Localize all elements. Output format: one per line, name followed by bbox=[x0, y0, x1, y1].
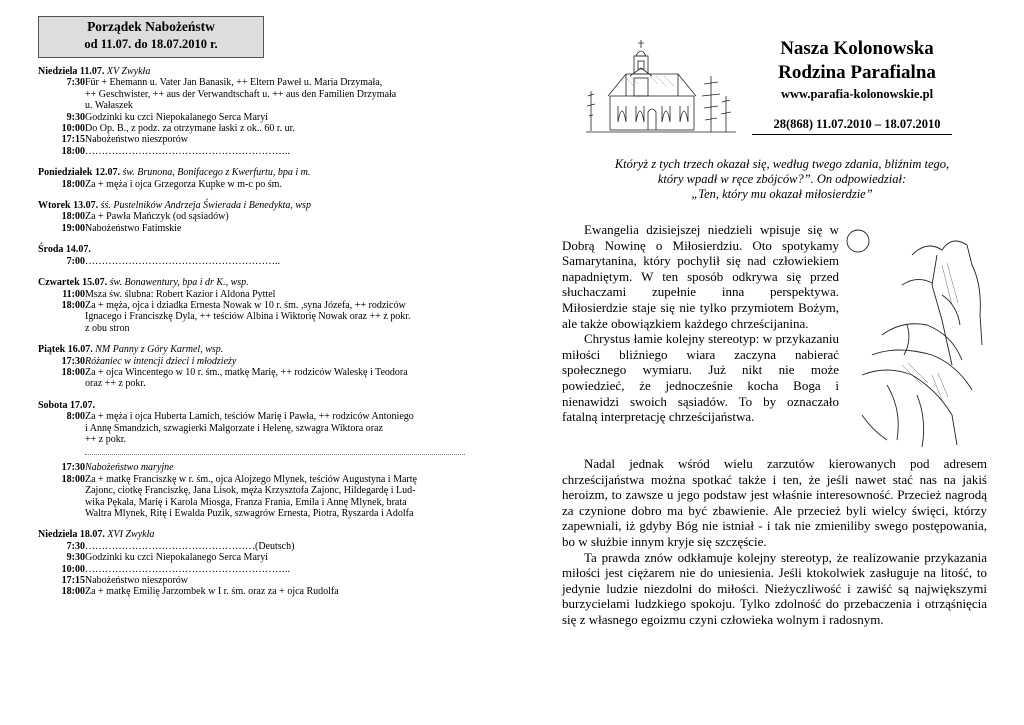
schedule-day-name: Środa 14.07. bbox=[38, 244, 91, 256]
schedule-intention: ++ z pokr. bbox=[85, 433, 126, 445]
schedule-time bbox=[38, 378, 85, 389]
schedule-day-name: Poniedziałek 12.07. bbox=[38, 167, 123, 179]
schedule-intention: ++ Geschwister, ++ aus der Verwandtschaft u. ++ aus den Familien Drzymała bbox=[85, 88, 397, 100]
schedule-title-box bbox=[38, 16, 264, 58]
schedule-time: 9:30 bbox=[66, 552, 85, 564]
schedule-time: 17:30 bbox=[61, 462, 85, 474]
schedule-intention: …………………………………………………….. bbox=[85, 563, 290, 575]
schedule-intention: oraz ++ z pokr. bbox=[85, 378, 146, 390]
schedule-intention: Ignacego i Franciszkę Dyla, ++ teściów Albina i Wiktorię Nowak oraz ++ z pokr. bbox=[85, 311, 411, 323]
schedule-row bbox=[38, 134, 485, 145]
article-column bbox=[562, 222, 839, 425]
schedule-row bbox=[38, 112, 485, 123]
schedule-row bbox=[38, 146, 485, 157]
schedule-intention: Do Op. B., z podz. za otrzymane łaski z ok.. 60 r. ur. bbox=[85, 123, 295, 135]
quote-line2: który wpadł w ręce zbójców?”. On odpowiedział: bbox=[657, 172, 907, 186]
schedule-intention: Za + matkę Emilię Jarzombek w I r. śm. oraz za + ojca Rudolfa bbox=[85, 586, 339, 598]
schedule-row bbox=[38, 462, 485, 473]
schedule-intention: Für + Ehemann u. Vater Jan Banasik, ++ Eltern Paweł u. Maria Drzymała, bbox=[85, 77, 383, 89]
schedule-intention: Za + matkę Franciszkę w r. śm., ojca Alojzego Mlynek, teściów Augustyna i Martę bbox=[85, 473, 417, 485]
schedule-day-heading bbox=[38, 400, 485, 411]
schedule-intention: wika Pękala, Marię i Karola Miosga, Franza Frania, Emila i Annę Mlynek, brata bbox=[85, 496, 407, 508]
schedule-intention: u. Wałaszek bbox=[85, 100, 133, 112]
article-paragraph-3: Nadal jednak wśród wielu zarzutów kierowanych pod adresem chrześcijaństwa można spotkać także i ten, że jeśli nawet stać nas na jakiś heroizm, to zawsze u jego podstaw jest właśnie interesowność. Przecież nagrodą za czynione dobro ma być zbawienie. Ale przecież byli wielcy święci, którzy zapewniali, iż gdyby Bóg nie istniał - i tak nie zmieniliby swego postępowania, bo w służbie innym kryje się szczęście. bbox=[562, 456, 987, 549]
schedule-intention: z obu stron bbox=[85, 322, 130, 334]
schedule-time: 11:00 bbox=[62, 288, 85, 300]
schedule-row bbox=[38, 311, 485, 322]
parish-website[interactable]: www.parafia-kolonowskie.pl bbox=[780, 87, 934, 101]
schedule-time: 10:00 bbox=[61, 563, 85, 575]
schedule-intention: Godzinki ku czci Niepokalanego Serca Maryi bbox=[85, 552, 268, 564]
schedule-row bbox=[38, 575, 485, 586]
parish-title bbox=[752, 37, 962, 85]
article-paragraph-1: Ewangelia dzisiejszej niedzieli wpisuje się w Dobrą Nowinę o Miłosierdziu. Oto spotykamy Samarytanina, który pochylił się nad człowiekiem napadniętym. W ten sposób odkrywa się przed słuchaczami zupełnie inna perspektywa. Miłosierdzie staje się nie tylko przymiotem Bożym, ale także obowiązkiem każdego chrześcijanina. bbox=[562, 222, 839, 331]
schedule-day-saint: XVI Zwykła bbox=[107, 529, 155, 541]
parish-title-line2: Rodzina Parafialna bbox=[778, 62, 936, 83]
schedule-time: 18:00 bbox=[61, 366, 85, 378]
schedule-intention: Godzinki ku czci Niepokalanego Serca Maryi bbox=[85, 111, 268, 123]
schedule-day-saint: św. Brunona, Bonifacego z Kwerfurtu, bpa i m. bbox=[122, 167, 311, 179]
schedule-time: 8:00 bbox=[66, 411, 85, 423]
schedule-date-range: od 11.07. do 18.07.2010 r. bbox=[84, 37, 218, 51]
schedule-row bbox=[38, 552, 485, 563]
issue-number: 28(868) 11.07.2010 – 18.07.2010 bbox=[773, 117, 941, 131]
schedule-row bbox=[38, 367, 485, 378]
church-illustration bbox=[586, 36, 736, 136]
schedule-intention: Różaniec w intencji dzieci i młodzieży bbox=[85, 355, 237, 367]
schedule-intention: ……………………………………………(Deutsch) bbox=[85, 540, 295, 552]
schedule-day-name: Niedziela 18.07. bbox=[38, 529, 108, 541]
schedule-row bbox=[38, 300, 485, 311]
schedule-intention: Za + męża i ojca Huberta Lamich, teściów Marię i Pawła, ++ rodziców Antoniego bbox=[85, 411, 414, 423]
schedule-row bbox=[38, 179, 485, 190]
schedule-row bbox=[38, 77, 485, 88]
schedule-intention: Zajonc, ciotkę Franciszkę, Jana Lisok, męża Krzysztofa Zajonc, Hildegardę i Lud- bbox=[85, 485, 416, 497]
parish-title-line1: Nasza Kolonowska bbox=[780, 38, 934, 59]
schedule-row bbox=[38, 411, 485, 422]
schedule-time: 18:00 bbox=[61, 145, 85, 157]
schedule-intention: Nabożeństwo nieszporów bbox=[85, 134, 189, 146]
schedule-row bbox=[38, 497, 485, 508]
schedule-time bbox=[38, 423, 85, 434]
schedule-day-heading bbox=[38, 66, 485, 77]
schedule-row bbox=[38, 586, 485, 597]
schedule-time bbox=[38, 311, 85, 322]
schedule-row bbox=[38, 100, 485, 111]
schedule-day-heading bbox=[38, 277, 485, 288]
schedule-title: Porządek Nabożeństw bbox=[87, 19, 215, 34]
schedule-day-saint: XV Zwykła bbox=[106, 66, 151, 77]
schedule-intention: Waltra Mlynek, Ritę i Ewalda Puzik, szwagrów Ernesta, Piotra, Ryszarda i Adolfa bbox=[85, 508, 414, 519]
schedule-row bbox=[38, 474, 485, 485]
schedule-time: 18:00 bbox=[61, 211, 85, 223]
schedule-row bbox=[38, 289, 485, 300]
schedule-day-name: Piątek 16.07. bbox=[38, 344, 96, 356]
schedule-intention: ………………………………………………….. bbox=[85, 255, 280, 267]
schedule-time: 17:30 bbox=[61, 355, 85, 367]
schedule-time: 19:00 bbox=[61, 222, 85, 234]
schedule-time bbox=[38, 434, 85, 445]
schedule-day-name: Czwartek 15.07. bbox=[38, 277, 110, 289]
schedule-intention: i Annę Smandzich, szwagierki Małgorzate i Helenę, szwagra Wiktora oraz bbox=[85, 422, 383, 434]
schedule-day-heading bbox=[38, 529, 485, 540]
schedule-row bbox=[38, 211, 485, 222]
quote-line1: Któryż z tych trzech okazał się, według twego zdania, bliźnim tego, bbox=[614, 157, 950, 171]
schedule-intention: Za + męża, ojca i dziadka Ernesta Nowak w 10 r. śm. ,syna Józefa, ++ rodziców bbox=[85, 299, 406, 311]
schedule-time bbox=[38, 508, 85, 519]
schedule-day-saint: św. Bonawentury, bpa i dr K., wsp. bbox=[109, 277, 249, 289]
schedule-time bbox=[38, 485, 85, 496]
schedule-time: 7:30 bbox=[66, 77, 85, 89]
schedule-intention: Nabożeństwo nieszporów bbox=[85, 575, 189, 587]
schedule-row bbox=[38, 356, 485, 367]
schedule-time: 7:30 bbox=[66, 540, 85, 552]
schedule-intention: Za + męża i ojca Grzegorza Kupke w m-c po śm. bbox=[85, 178, 282, 190]
schedule-row bbox=[38, 123, 485, 134]
issue-divider bbox=[752, 134, 952, 135]
schedule-time bbox=[38, 323, 85, 334]
mass-schedule bbox=[38, 66, 485, 598]
schedule-row bbox=[38, 89, 485, 100]
schedule-time: 18:00 bbox=[61, 586, 85, 598]
article-paragraph-4: Ta prawda znów odkłamuje kolejny stereotyp, że realizowanie przykazania miłości jest ciężarem nie do uniesienia. Jeśli ktokolwiek zasługuje na litość, to jedynie ludzie niezdolni do miłości. Nieżyczliwość i zawiść są największymi burzycielami ludzkiego spokoju. Tylko zdolność do przebaczenia i otrząśnięcia się z własnego egoizmu czyni człowieka wolnym i radosnym. bbox=[562, 549, 987, 627]
schedule-day-heading bbox=[38, 167, 485, 178]
schedule-day-name: Wtorek 13.07. bbox=[38, 200, 101, 212]
schedule-row bbox=[38, 485, 485, 496]
schedule-day-heading bbox=[38, 344, 485, 355]
schedule-time bbox=[38, 497, 85, 508]
article-wide bbox=[562, 456, 987, 628]
schedule-row bbox=[38, 423, 485, 434]
schedule-time: 17:15 bbox=[61, 134, 85, 146]
schedule-intention: Nabożeństwo Fatimskie bbox=[85, 222, 182, 234]
schedule-time: 10:00 bbox=[61, 123, 85, 135]
schedule-day-name: Niedziela 11.07. bbox=[38, 66, 107, 77]
schedule-day-name: Sobota 17.07. bbox=[38, 399, 95, 411]
schedule-day-heading bbox=[38, 244, 485, 255]
schedule-time: 18:00 bbox=[61, 473, 85, 485]
schedule-separator bbox=[85, 454, 465, 455]
quote-line3: „Ten, który mu okazał miłosierdzie” bbox=[691, 187, 873, 201]
schedule-row bbox=[38, 434, 485, 445]
schedule-row bbox=[38, 223, 485, 234]
article-paragraph-2: Chrystus łamie kolejny stereotyp: w przykazaniu miłości bliźniego wiara zaczyna nabierać społecznego wymiaru. Już nikt nie może powiedzieć, że jednocześnie kocha Boga i nienawidzi swoich sąsiadów. To by oznaczało fatalną interpretację chrześcijaństwa. bbox=[562, 331, 839, 425]
schedule-row bbox=[38, 541, 485, 552]
schedule-time: 18:00 bbox=[61, 178, 85, 190]
gospel-quote bbox=[572, 157, 992, 202]
schedule-time bbox=[38, 89, 85, 100]
schedule-time bbox=[38, 100, 85, 111]
schedule-intention: Msza św. ślubna: Robert Kazior i Aldona Pyttel bbox=[85, 288, 276, 300]
schedule-time: 7:00 bbox=[66, 255, 85, 267]
schedule-time: 9:30 bbox=[66, 111, 85, 123]
schedule-row bbox=[38, 564, 485, 575]
schedule-day-heading bbox=[38, 200, 485, 211]
schedule-intention: Nabożeństwo maryjne bbox=[85, 462, 174, 474]
schedule-day-saint: śś. Pustelników Andrzeja Świerada i Benedykta, wsp bbox=[100, 200, 311, 212]
schedule-row bbox=[38, 256, 485, 267]
schedule-intention: Za + Pawła Mańczyk (od sąsiadów) bbox=[85, 211, 229, 223]
schedule-row bbox=[38, 323, 485, 334]
schedule-time: 17:15 bbox=[61, 575, 85, 587]
schedule-row bbox=[38, 378, 485, 389]
schedule-time: 18:00 bbox=[61, 299, 85, 311]
good-samaritan-illustration bbox=[842, 225, 992, 450]
schedule-row bbox=[38, 508, 485, 519]
schedule-intention: Za + ojca Wincentego w 10 r. śm., matkę Marię, ++ rodziców Waleskę i Teodora bbox=[85, 366, 408, 378]
schedule-day-saint: NM Panny z Góry Karmel, wsp. bbox=[95, 344, 224, 356]
schedule-intention: …………………………………………………….. bbox=[85, 145, 290, 157]
